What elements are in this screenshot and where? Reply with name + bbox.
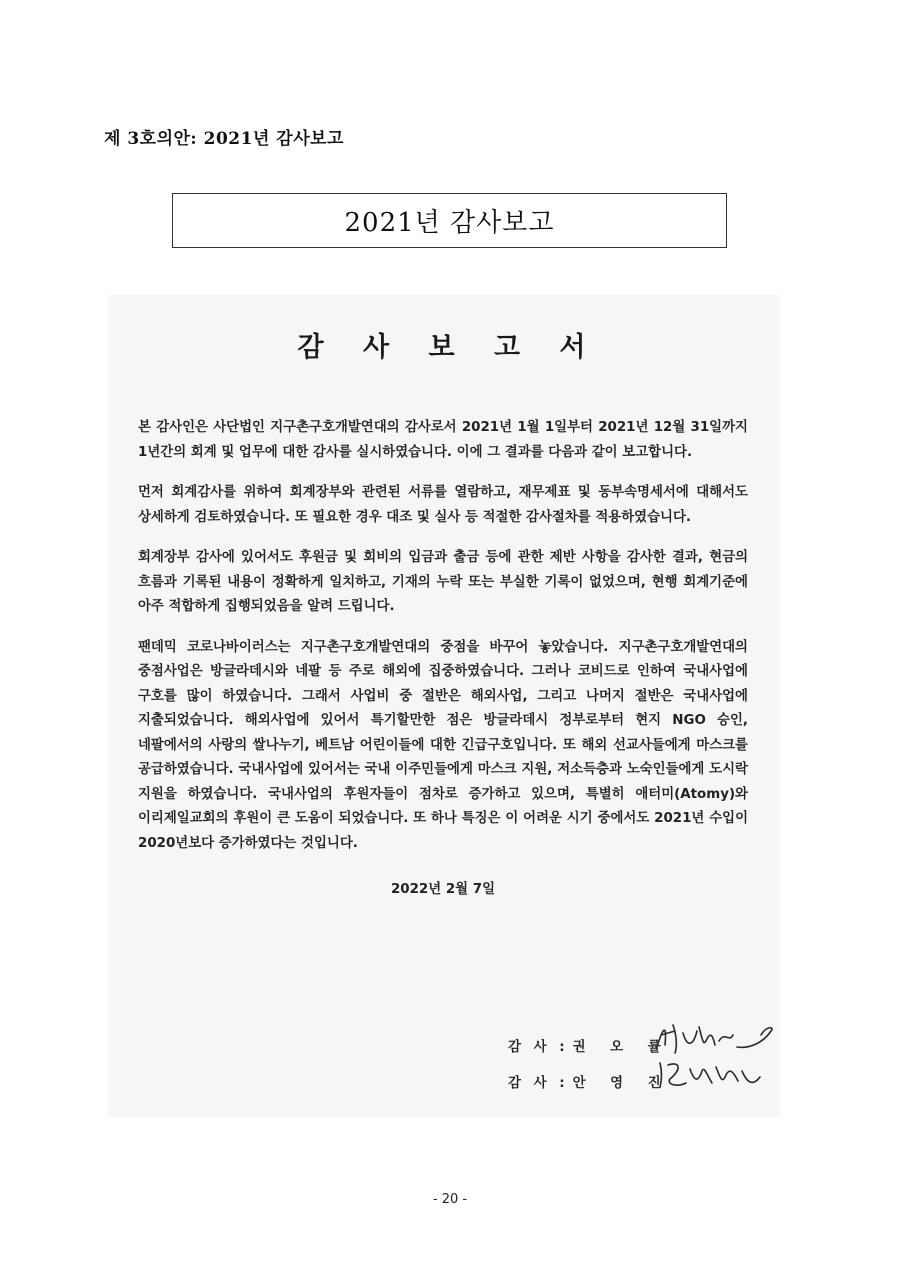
- audit-report-scan: [108, 295, 780, 1117]
- signer-row-2: [508, 1063, 671, 1099]
- report-paragraph-1: 본 감사인은 사단법인 지구촌구호개발연대의 감사로서 2021년 1월 1일부터 2021년 12월 31일까지 1년간의 회계 및 업무에 대한 감사를 실시하였습니다. 이에 그 결과를 다음과 같이 보고합니다.: [138, 420, 748, 460]
- signer-label: 감 사 :: [508, 1039, 569, 1055]
- signer-row-1: [508, 1027, 671, 1063]
- agenda-heading: 제 3호의안: 2021년 감사보고: [104, 129, 344, 149]
- signature-block: [508, 1027, 671, 1099]
- signer-name: 안 영 진: [572, 1075, 671, 1091]
- section-title-box: 2021년 감사보고: [172, 193, 727, 248]
- report-title: 감 사 보 고 서: [297, 332, 601, 363]
- handwritten-signature-1: [653, 1017, 783, 1059]
- page-number: - 20 -: [432, 1192, 468, 1207]
- report-date: 2022년 2월 7일: [390, 882, 496, 897]
- report-paragraph-2: 먼저 회계감사를 위하여 회계장부와 관련된 서류를 열람하고, 재무제표 및 동부속명세서에 대해서도 상세하게 검토하였습니다. 또 필요한 경우 대조 및 실사 등 적절한 감사절차를 적용하였습니다.: [138, 485, 748, 525]
- report-paragraph-4: 팬데믹 코로나바이러스는 지구촌구호개발연대의 중점을 바꾸어 놓았습니다. 지구촌구호개발연대의 중점사업은 방글라데시와 네팔 등 주로 해외에 집중하였습니다. 그러나 코비드로 인하여 국내사업에 구호를 많이 하였습니다. 그래서 사업비 중 절반은 해외사업, 그리고 나머지 절반은 국내사업에 지출되었습니다. 해외사업에 있어서 특기할만한 점은 방글라데시 정부로부터 현지 NGO 승인, 네팔에서의 사랑의 쌀나누기, 베트남 어린이들에 대한 긴급구호입니다. 또 해외 선교사들에게 마스크를 공급하였습니다. 국내사업에 있어서는 국내 이주민들에게 마스크 지원, 저소득층과 노숙인들에게 도시락 지원을 하였습니다. 국내사업의 후원자들이 점차로 증가하고 있으며, 특별히 애터미(Atomy)와 이리제일교회의 후원이 큰 도움이 되었습니다. 또 하나 특징은 이 어려운 시기 중에서도 2021년 수입이 2020년보다 증가하였다는 것입니다.: [138, 639, 748, 851]
- report-paragraph-3: 회계장부 감사에 있어서도 후원금 및 회비의 입금과 출금 등에 관한 제반 사항을 감사한 결과, 현금의 흐름과 기록된 내용이 정확하게 일치하고, 기재의 누락 또는 부실한 기록이 없었으며, 현행 회계기준에 아주 적합하게 집행되었음을 알려 드립니다.: [138, 550, 748, 614]
- signer-label: 감 사 :: [508, 1075, 569, 1091]
- handwritten-signature-2: [656, 1055, 766, 1095]
- signer-name: 권 오 률: [572, 1039, 671, 1055]
